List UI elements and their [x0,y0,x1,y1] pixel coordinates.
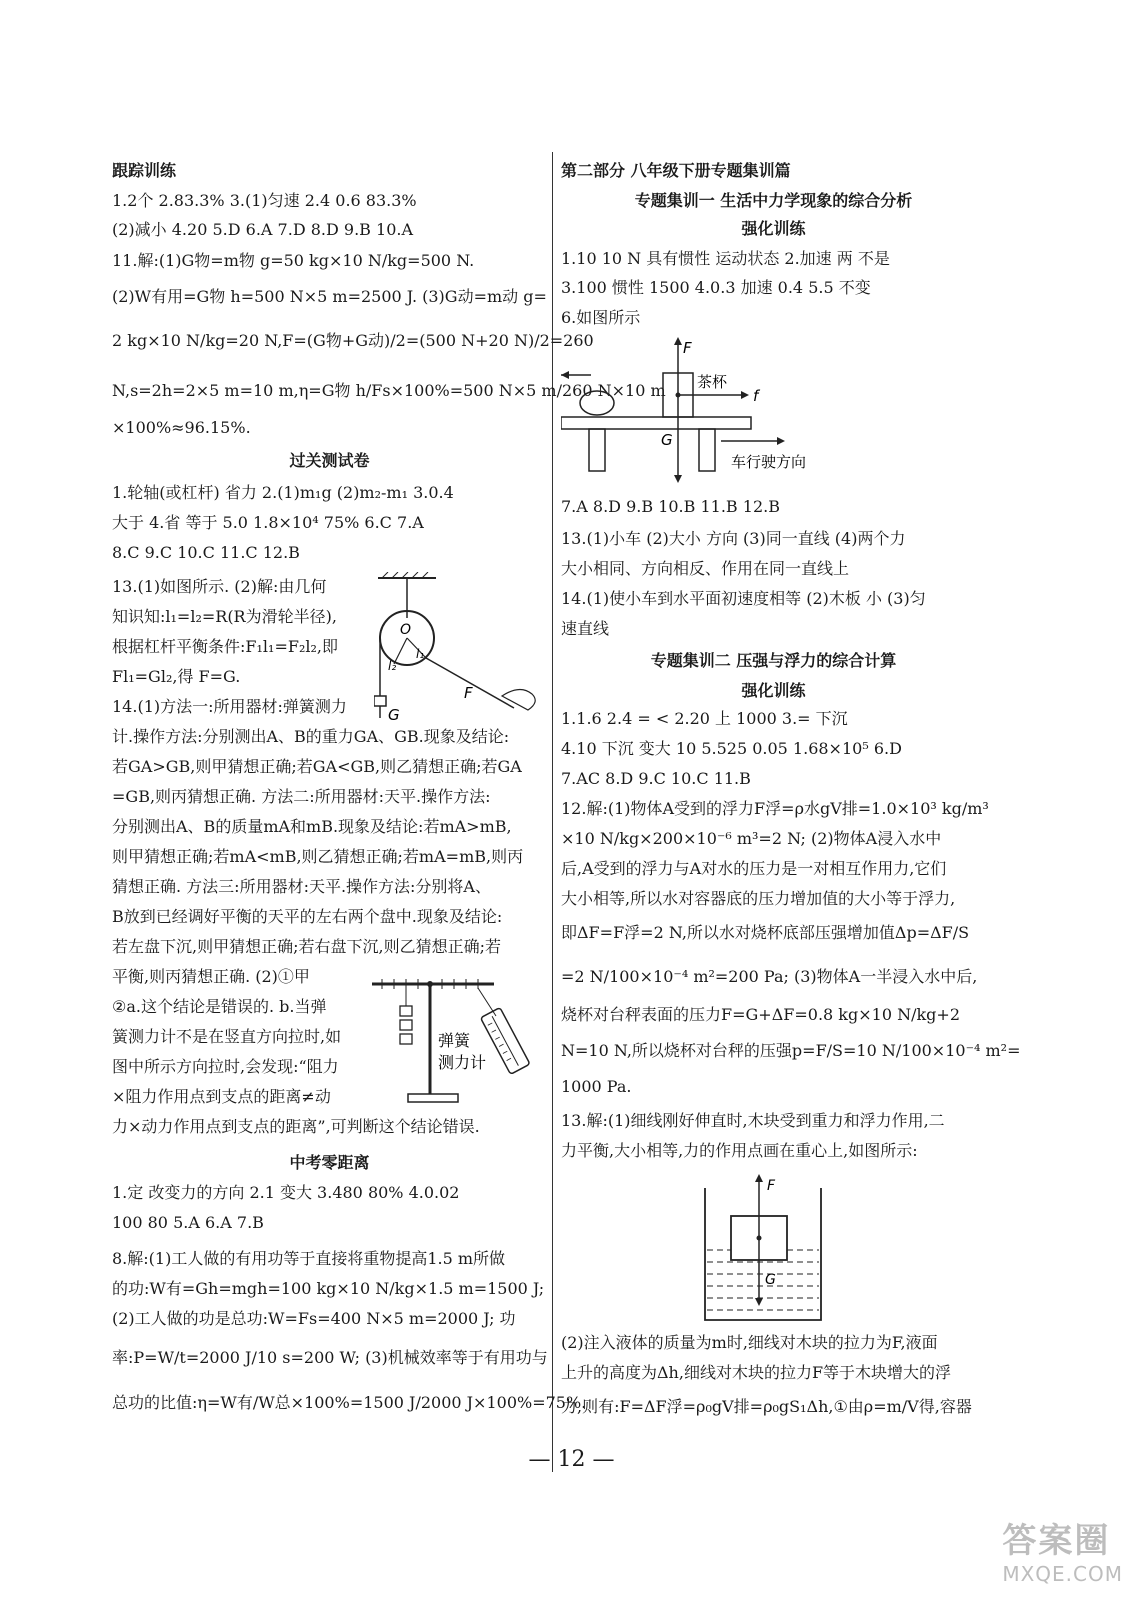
answer-line: 1000 Pa. [561,1077,632,1096]
answer-line: 4.10 下沉 变大 10 5.525 0.05 1.68×10⁵ 6.D [561,739,902,758]
answer-line: 若左盘下沉,则甲猜想正确;若右盘下沉,则乙猜想正确;若 [112,937,501,956]
answer-line: (2)W有用=G物 h=500 N×5 m=2500 J. (3)G动=m动 g= [112,287,547,306]
answer-line: N=10 N,所以烧杯对台秤的压强p=F/S=10 N/100×10⁻⁴ m²= [561,1041,1021,1060]
answer-line: 大小相等,所以水对容器底的压力增加值的大小等于浮力, [561,889,956,908]
topic-heading: 专题集训二 压强与浮力的综合计算 [650,651,897,670]
answer-line: 图中所示方向拉时,会发现:“阻力 [112,1057,339,1076]
answer-line: 8.解:(1)工人做的有用功等于直接将重物提高1.5 m所做 [112,1249,506,1268]
answer-line: 根据杠杆平衡条件:F₁l₁=F₂l₂,即 [112,637,338,656]
answer-line: 1.2个 2.83.3% 3.(1)匀速 2.4 0.6 83.3% [112,191,417,210]
answer-line: 猜想正确. 方法三:所用器材:天平.操作方法:分别将A、 [112,877,491,896]
topic-heading: 专题集训一 生活中力学现象的综合分析 [634,191,913,210]
answer-line: B放到已经调好平衡的天平的左右两个盘中.现象及结论: [112,907,503,926]
label-cup: 茶杯 [697,373,728,391]
answer-line: 则甲猜想正确;若mA<mB,则乙猜想正确;若mA=mB,则丙 [112,847,524,866]
answer-line: (2)注入液体的质量为m时,细线对木块的拉力为F,液面 [561,1333,938,1352]
answer-line: 力平衡,大小相等,力的作用点画在重心上,如图所示: [561,1141,918,1160]
pulley-figure [374,572,544,722]
answer-line: 13.(1)小车 (2)大小 方向 (3)同一直线 (4)两个力 [561,529,906,548]
label-G: G [661,431,673,449]
answer-line: 13.(1)如图所示. (2)解:由几何 [112,577,327,596]
sub-heading: 强化训练 [741,681,806,700]
watermark [1002,1513,1123,1586]
answer-line: 簧测力计不是在竖直方向拉时,如 [112,1027,342,1046]
answer-line: 6.如图所示 [561,308,641,327]
label-G: G [765,1272,776,1288]
answer-line: 14.(1)使小车到水平面初速度相等 (2)木板 小 (3)匀 [561,589,926,608]
answer-line: ×阻力作用点到支点的距离≠动 [112,1087,331,1106]
label-F: F [683,339,692,357]
floating-block-figure [701,1172,841,1322]
label-l1: l₁ [416,647,425,661]
answer-line: 力×动力作用点到支点的距离”,可判断这个结论错误. [112,1117,480,1136]
answer-line: 分别测出A、B的质量mA和mB.现象及结论:若mA>mB, [112,817,512,836]
answer-line: 14.(1)方法一:所用器材:弹簧测力 [112,697,347,716]
answer-line: 100 80 5.A 6.A 7.B [112,1213,264,1232]
teacup-figure [561,337,821,487]
label-spring: 弹簧 [438,1031,471,1050]
page-number: — 12 — [528,1447,615,1472]
answer-line: ×10 N/kg×200×10⁻⁶ m³=2 N; (2)物体A浸入水中 [561,829,942,848]
answer-line: (2)减小 4.20 5.D 6.A 7.D 8.D 9.B 10.A [112,220,414,239]
answer-line: =2 N/100×10⁻⁴ m²=200 Pa; (3)物体A一半浸入水中后, [561,967,978,986]
answer-line: ②a.这个结论是错误的. b.当弹 [112,997,327,1016]
answer-line: (2)工人做的功是总功:W=Fs=400 N×5 m=2000 J; 功 [112,1309,516,1328]
answer-line: 13.解:(1)细线刚好伸直时,木块受到重力和浮力作用,二 [561,1111,945,1130]
answer-line: Fl₁=Gl₂,得 F=G. [112,667,241,686]
answer-line: 大小相同、方向相反、作用在同一直线上 [561,559,850,578]
answer-line: 1.1.6 2.4 = < 2.20 上 1000 3.= 下沉 [561,709,848,728]
label-G: G [388,706,400,722]
answer-line: 率:P=W/t=2000 J/10 s=200 W; (3)机械效率等于有用功与 [112,1348,548,1367]
label-scale: 测力计 [438,1053,487,1072]
label-O: O [400,622,412,638]
answer-line: 上升的高度为Δh,细线对木块的拉力F等于木块增大的浮 [561,1363,952,1382]
answer-line: 若GA>GB,则甲猜想正确;若GA<GB,则乙猜想正确;若GA [112,757,522,776]
answer-line: 3.100 惯性 1500 4.0.3 加速 0.4 5.5 不变 [561,278,871,297]
answer-line: 1.轮轴(或杠杆) 省力 2.(1)m₁g (2)m₂-m₁ 3.0.4 [112,483,454,502]
answer-line: 7.A 8.D 9.B 10.B 11.B 12.B [561,497,780,516]
answer-line: 12.解:(1)物体A受到的浮力F浮=ρ水gV排=1.0×10³ kg/m³ [561,799,989,818]
label-F: F [767,1178,776,1194]
label-f: f [753,387,759,405]
answer-line: 7.AC 8.D 9.C 10.C 11.B [561,769,751,788]
label-direction: 车行驶方向 [731,453,807,471]
answer-line: 2 kg×10 N/kg=20 N,F=(G物+G动)/2=(500 N+20 N)/2=260 [112,331,594,350]
answer-line: 平衡,则丙猜想正确. (2)①甲 [112,967,310,986]
answer-line: 计.操作方法:分别测出A、B的重力GA、GB.现象及结论: [112,727,510,746]
answer-line: 的功:W有=Gh=mgh=100 kg×10 N/kg×1.5 m=1500 J; [112,1279,545,1298]
answer-line: 1.10 10 N 具有惯性 运动状态 2.加速 两 不是 [561,249,890,268]
answer-line: ×100%≈96.15%. [112,418,251,437]
answer-line: 11.解:(1)G物=m物 g=50 kg×10 N/kg=500 N. [112,251,475,270]
answer-line: 力,则有:F=ΔF浮=ρ₀gV排=ρ₀gS₁Δh,①由ρ=m/V得,容器 [561,1397,972,1416]
section-heading: 过关测试卷 [289,451,370,470]
watermark-url: MXQE.COM [1002,1562,1123,1586]
answer-line: 烧杯对台秤表面的压力F=G+ΔF=0.8 kg×10 N/kg+2 [561,1005,960,1024]
answer-line: 即ΔF=F浮=2 N,所以水对烧杯底部压强增加值Δp=ΔF/S [561,923,970,942]
part-heading: 第二部分 八年级下册专题集训篇 [561,161,791,180]
answer-line: 知识知:l₁=l₂=R(R为滑轮半径), [112,607,337,626]
answer-line: N,s=2h=2×5 m=10 m,η=G物 h/Fs×100%=500 N×5 m/260 N×10 m [112,381,666,400]
answer-line: =GB,则丙猜想正确. 方法二:所用器材:天平.操作方法: [112,787,491,806]
answer-line: 大于 4.省 等于 5.0 1.8×10⁴ 75% 6.C 7.A [112,513,424,532]
section-heading: 中考零距离 [289,1153,370,1172]
answer-line: 速直线 [561,619,610,638]
label-F: F [464,684,473,702]
sub-heading: 强化训练 [741,219,806,238]
lever-figure [368,964,548,1114]
section-heading: 跟踪训练 [112,161,177,180]
answer-line: 后,A受到的浮力与A对水的压力是一对相互作用力,它们 [561,859,947,878]
watermark-logo-text: 答案圈 [1002,1521,1111,1561]
answer-line: 8.C 9.C 10.C 11.C 12.B [112,543,300,562]
answer-line: 总功的比值:η=W有/W总×100%=1500 J/2000 J×100%=75%. [112,1393,587,1412]
answer-line: 1.定 改变力的方向 2.1 变大 3.480 80% 4.0.02 [112,1183,460,1202]
label-l2: l₂ [388,659,397,673]
